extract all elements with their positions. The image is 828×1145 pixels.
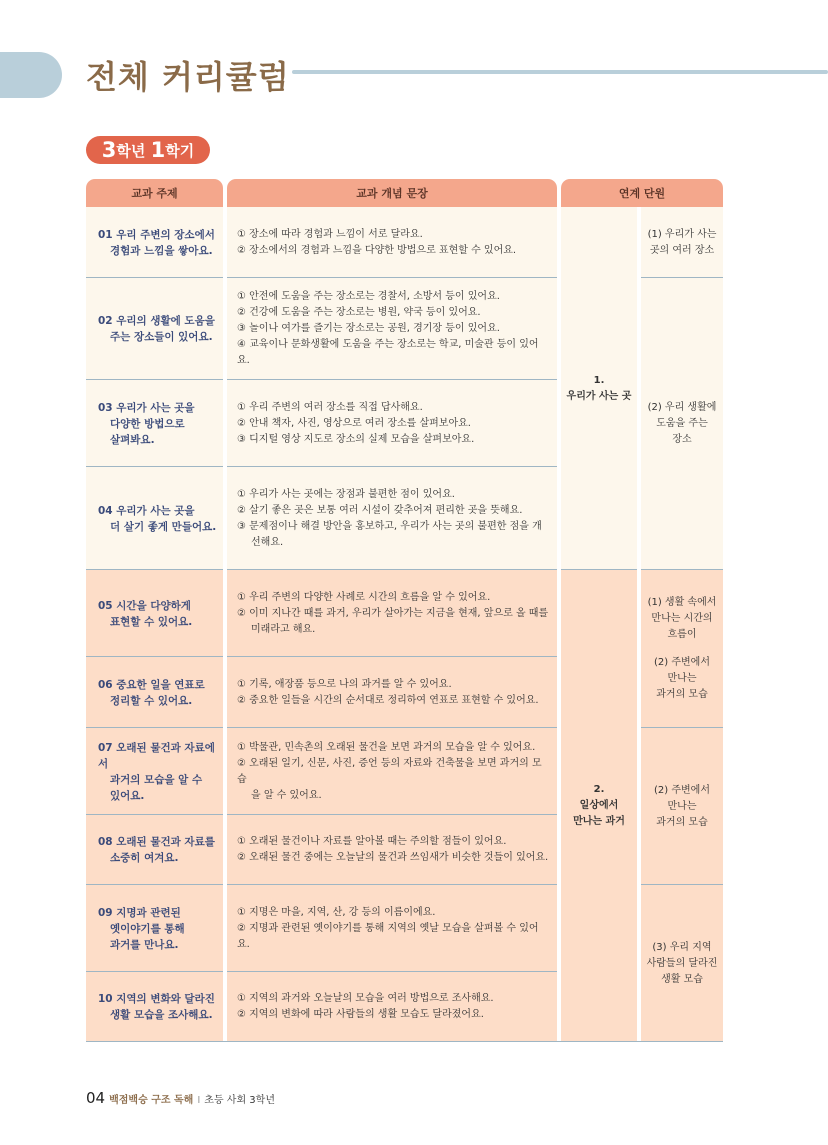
concept-line: 선해요. [251,536,284,548]
unit-cell [561,207,637,570]
topic-line: 생활 모습을 조사해요. [110,1009,213,1021]
topic-cell [86,207,223,278]
subunit-cell [641,278,723,570]
book-title: 백점백승 구조 독해 [109,1095,194,1106]
topic-line: 10 지역의 변화와 달라진 [98,993,215,1005]
unit-line: 만나는 과거 [573,816,625,827]
subunit-line: (2) 주변에서 [654,784,710,796]
topic-line: 과거를 만나요. [110,938,179,951]
concept-line: ② 지역의 변화에 따라 사람들의 생활 모습도 달라졌어요. [237,1009,484,1020]
concept-line: ① 기록, 애장품 등으로 나의 과거를 알 수 있어요. [237,678,452,690]
subunit-line: (3) 우리 지역 [652,941,712,953]
subunit-line: (2) 우리 생활에 [647,402,717,413]
subunit-cell [641,728,723,885]
topic-line: 과거의 모습을 알 수 [110,773,203,786]
concept-line: ② 이미 지나간 때를 과거, 우리가 살아가는 지금을 현재, 앞으로 올 때를 [237,607,549,619]
subunit-line: (2) 주변에서 [654,657,710,668]
concept-cell [227,815,557,885]
topic-line: 05 시간을 다양하게 [98,599,191,612]
topic-cell [86,728,223,815]
footer-separator: I [197,1095,201,1106]
subunit-line: 만나는 시간의 [651,613,713,624]
subunit-line: 만나는 [667,800,697,812]
topic-line: 경험과 느낌을 쌓아요. [110,244,213,257]
subunit-line: 만나는 [667,673,697,684]
topic-line: 더 살기 좋게 만들어요. [110,520,217,533]
concept-cell [227,380,557,467]
topic-cell [86,570,223,657]
topic-line: 주는 장소들이 있어요. [110,331,213,343]
concept-line: ① 지역의 과거와 오늘날의 모습을 여러 방법으로 조사해요. [237,993,494,1004]
topic-line: 다양한 방법으로 [110,417,185,430]
concept-cell [227,207,557,278]
topic-line: 있어요. [110,789,145,802]
header-concept: 교과 개념 문장 [227,179,557,207]
unit-line: 일상에서 [579,800,619,811]
concept-cell [227,885,557,972]
concept-line: ② 오래된 물건 중에는 오늘날의 물건과 쓰임새가 비슷한 것들이 있어요. [237,852,549,863]
subunit-line: (1) 생활 속에서 [647,597,717,608]
topic-line: 07 오래된 물건과 자료에서 [98,741,215,770]
semester-word: 학기 [165,141,195,160]
concept-line: ① 안전에 도움을 주는 장소로는 경찰서, 소방서 등이 있어요. [237,291,500,302]
title-rule [292,70,828,74]
header-topic: 교과 주제 [86,179,223,207]
concept-line: ③ 놀이나 여가를 즐기는 장소로는 공원, 경기장 등이 있어요. [237,323,500,334]
topic-line: 소중히 여겨요. [110,852,179,864]
subunit-cell [641,207,723,278]
unit-line: 1. [593,374,605,386]
unit-text [567,373,632,405]
concept-cell [227,972,557,1042]
concept-line: ① 오래된 물건이나 자료를 알아볼 때는 주의할 점들이 있어요. [237,836,507,847]
concept-cell [227,278,557,380]
topic-cell [86,972,223,1042]
concept-line: 미래라고 해요. [251,623,316,635]
header-unit: 연계 단원 [561,179,723,207]
subunit-line: 생활 모습 [661,973,703,985]
concept-line: ① 박물관, 민속촌의 오래된 물건을 보면 과거의 모습을 알 수 있어요. [237,741,536,753]
concept-line: ③ 문제점이나 해결 방안을 홍보하고, 우리가 사는 곳의 불편한 점을 개 [237,520,542,532]
concept-line: ② 오래된 일기, 신문, 사진, 증언 등의 자료와 건축물을 보면 과거의 모습 [237,757,542,785]
concept-line: ② 안내 책자, 사진, 영상으로 여러 장소를 살펴보아요. [237,417,471,429]
topic-cell [86,278,223,380]
topic-text [98,313,215,345]
topic-text [98,598,192,630]
grade-number: 3 [101,138,117,162]
subunit-line: 도움을 주는 [656,418,708,429]
concept-line: ① 우리 주변의 여러 장소를 직접 답사해요. [237,401,423,413]
concept-cell [227,728,557,815]
topic-cell [86,380,223,467]
page-title: 전체 커리큘럼 [86,58,290,96]
grade-word: 학년 [116,141,146,160]
subunit-line: 과거의 모습 [656,689,708,700]
concept-line: ① 지명은 마을, 지역, 산, 강 등의 이름이에요. [237,906,436,918]
topic-text [98,905,185,953]
concept-line: ① 우리 주변의 다양한 사례로 시간의 흐름을 알 수 있어요. [237,591,491,603]
topic-line: 살펴봐요. [110,433,155,446]
subunit-line: 흐름이 [667,629,697,640]
subunit-line: 사람들의 달라진 [646,957,718,969]
concept-line: ② 건강에 도움을 주는 장소로는 병원, 약국 등이 있어요. [237,307,481,318]
table-bottom-border [86,1041,723,1042]
page-footer [86,1089,275,1107]
topic-line: 02 우리의 생활에 도움을 [98,315,215,327]
concept-line: ④ 교육이나 문화생활에 도움을 주는 장소로는 학교, 미술관 등이 있어요. [237,339,539,366]
subunit-line: (1) 우리가 사는 [647,228,717,240]
subunit-line: 과거의 모습 [656,816,708,828]
topic-line: 표현할 수 있어요. [110,615,193,628]
subunit-cell [641,570,723,728]
topic-text [98,503,216,535]
topic-cell [86,885,223,972]
unit-text [573,782,625,830]
topic-cell [86,657,223,728]
title-tab-decoration [0,52,62,98]
topic-line: 정리할 수 있어요. [110,694,193,707]
concept-line: ② 장소에서의 경험과 느낌을 다양한 방법으로 표현할 수 있어요. [237,244,517,256]
topic-line: 06 중요한 일을 연표로 [98,678,205,691]
concept-cell [227,570,557,657]
unit-divider [561,569,637,570]
topic-cell [86,815,223,885]
subunit-line: 장소 [672,434,692,445]
unit-cell [561,570,637,1042]
concept-line: ② 살기 좋은 곳은 보통 여러 시설이 갖추어져 편리한 곳을 뜻해요. [237,504,523,516]
concept-line: ① 우리가 사는 곳에는 장점과 불편한 점이 있어요. [237,488,455,500]
topic-cell [86,467,223,570]
topic-line: 08 오래된 물건과 자료를 [98,836,215,848]
semester-badge [86,136,210,164]
topic-text [98,834,215,866]
concept-line: ② 지명과 관련된 옛이야기를 통해 지역의 옛날 모습을 살펴볼 수 있어요. [237,922,539,950]
unit-line: 우리가 사는 곳 [566,390,632,402]
semester-number: 1 [150,138,166,162]
topic-line: 옛이야기를 통해 [110,922,185,935]
concept-line: ② 중요한 일들을 시간의 순서대로 정리하여 연표로 표현할 수 있어요. [237,694,539,706]
concept-line: ③ 디지털 영상 지도로 장소의 실제 모습을 살펴보아요. [237,433,475,445]
subunit-line: 곳의 여러 장소 [649,244,715,256]
topic-text [98,740,219,804]
concept-cell [227,657,557,728]
unit-line: 2. [593,784,605,795]
topic-text [98,677,205,709]
topic-text [98,400,195,448]
topic-text [98,991,215,1023]
topic-line: 01 우리 주변의 장소에서 [98,228,215,241]
concept-line: 을 알 수 있어요. [251,789,322,801]
topic-line: 03 우리가 사는 곳을 [98,401,195,414]
topic-line: 04 우리가 사는 곳을 [98,504,195,517]
course-name: 초등 사회 3학년 [204,1095,275,1106]
concept-line: ① 장소에 따라 경험과 느낌이 서로 달라요. [237,228,423,240]
concept-cell [227,467,557,570]
subunit-cell [641,885,723,1042]
topic-text [98,227,215,259]
topic-line: 09 지명과 관련된 [98,906,181,919]
page-number: 04 [86,1089,106,1107]
